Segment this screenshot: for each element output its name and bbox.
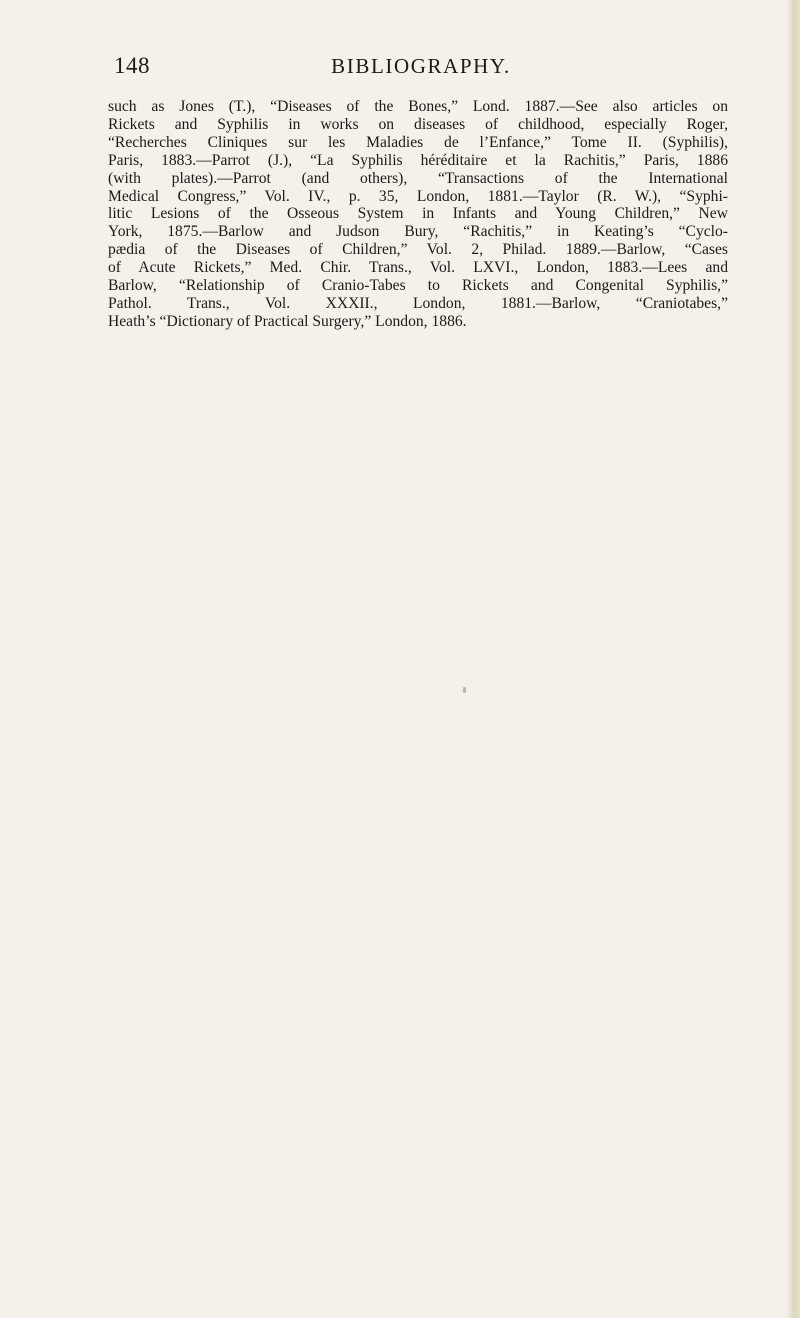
- text-line: Heath’s “Dictionary of Practical Surgery,” London, 1886.: [108, 312, 467, 330]
- text-line: “Recherches Cliniques sur les Maladies de l’Enfance,” Tome II. (Syphilis),: [108, 133, 728, 151]
- text-line: such as Jones (T.), “Diseases of the Bones,” Lond. 1887.—See also articles on: [108, 98, 728, 115]
- text-line: pædia of the Diseases of Children,” Vol. 2, Philad. 1889.—Barlow, “Cases: [108, 241, 728, 259]
- page-edge: [786, 0, 800, 1318]
- text-line: litic Lesions of the Osseous System in Infants and Young Children,” New: [108, 205, 728, 223]
- text-line: (with plates).—Parrot (and others), “Transactions of the International: [108, 169, 728, 187]
- text-line: Barlow, “Relationship of Cranio-Tabes to Rickets and Congenital Syphilis,”: [108, 277, 728, 295]
- page-header: [114, 48, 728, 84]
- text-line: Medical Congress,” Vol. IV., p. 35, London, 1881.—Taylor (R. W.), “Syphi-: [108, 187, 728, 205]
- running-head: BIBLIOGRAPHY.: [331, 54, 511, 78]
- paper-speck: [463, 687, 466, 693]
- text-line: of Acute Rickets,” Med. Chir. Trans., Vol. LXVI., London, 1883.—Lees and: [108, 259, 728, 277]
- page-number: 148: [114, 53, 150, 78]
- text-line: Paris, 1883.—Parrot (J.), “La Syphilis héréditaire et la Rachitis,” Paris, 1886: [108, 151, 728, 169]
- text-line: Pathol. Trans., Vol. XXXII., London, 1881.—Barlow, “Craniotabes,”: [108, 294, 728, 312]
- bibliography-paragraph: [108, 98, 728, 331]
- text-line: Rickets and Syphilis in works on diseases of childhood, especially Roger,: [108, 115, 728, 133]
- text-line: York, 1875.—Barlow and Judson Bury, “Rachitis,” in Keating’s “Cyclo-: [108, 223, 728, 241]
